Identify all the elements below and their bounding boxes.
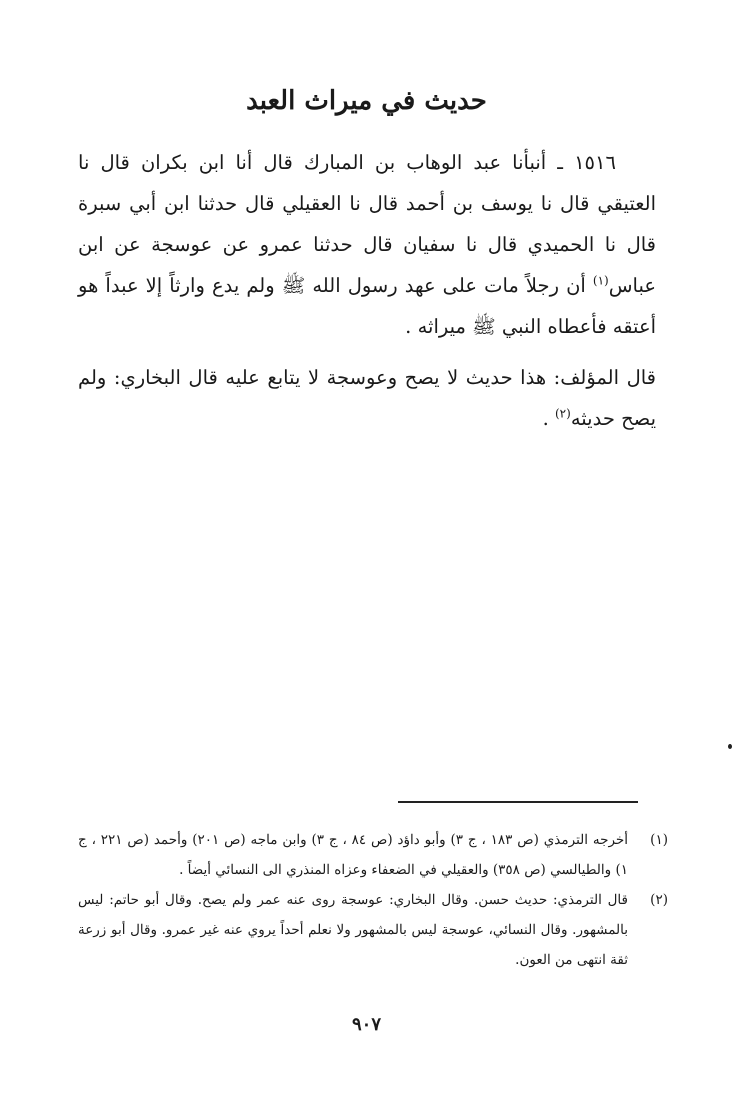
- footnote-2-text: قال الترمذي: حديث حسن. وقال البخاري: عوسجة روى عنه عمر ولم يصح. وقال أبو حاتم: ليس بالمشهور. وقال النسائي، عوسجة ليس بالمشهور ولا نعلم أحداً يروي عنه غير عمرو. وقال أبو زرعة ثقة انتهى من العون.: [78, 892, 628, 968]
- author-comment-end: .: [542, 407, 549, 430]
- main-text: [78, 142, 656, 439]
- footnote-2-number: (٢): [650, 892, 668, 908]
- footnote-2: [78, 885, 668, 975]
- footnote-1: [78, 825, 668, 885]
- footnote-1-number: (١): [650, 832, 668, 848]
- footnote-divider: [398, 801, 638, 803]
- footnote-1-text: أخرجه الترمذي (ص ١٨٣ ، ج ٣) وأبو داؤد (ص ٨٤ ، ج ٣) وابن ماجه (ص ٢٠١) وأحمد (ص ٢٢١ ، ج ١) والطيالسي (ص ٣٥٨) والعقيلي في الضعفاء وعزاه المنذري الى النسائي أيضاً .: [78, 832, 628, 878]
- footnotes-section: [78, 825, 668, 975]
- footnote-1-marker[interactable]: (١): [592, 273, 609, 288]
- page-number: ٩٠٧: [351, 1014, 381, 1035]
- footnote-2-marker[interactable]: (٢): [554, 406, 571, 421]
- hadith-number: ١٥١٦: [574, 151, 616, 174]
- hadith-paragraph: [78, 142, 656, 347]
- scan-speck: [728, 744, 732, 749]
- author-comment-text: قال المؤلف: هذا حديث لا يصح وعوسجة لا يتابع عليه قال البخاري: ولم يصح حديثه: [78, 366, 656, 430]
- hadith-dash: ـ: [557, 151, 563, 174]
- page-title: حديث في ميراث العبد: [246, 86, 487, 116]
- hadith-text-part1: أنبأنا عبد الوهاب بن المبارك قال أنا ابن بكران قال نا العتيقي قال نا يوسف بن أحمد قال نا العقيلي قال حدثنا ابن أبي سبرة قال نا الحميدي قال نا سفيان قال حدثنا عمرو عن عوسجة عن ابن عباس: [78, 151, 656, 297]
- hadith-text-part2: أن رجلاً مات على عهد رسول الله ﷺ ولم يدع وارثاً إلا عبداً هو أعتقه فأعطاه النبي ﷺ ميراثه .: [78, 274, 656, 338]
- author-comment: [78, 357, 656, 439]
